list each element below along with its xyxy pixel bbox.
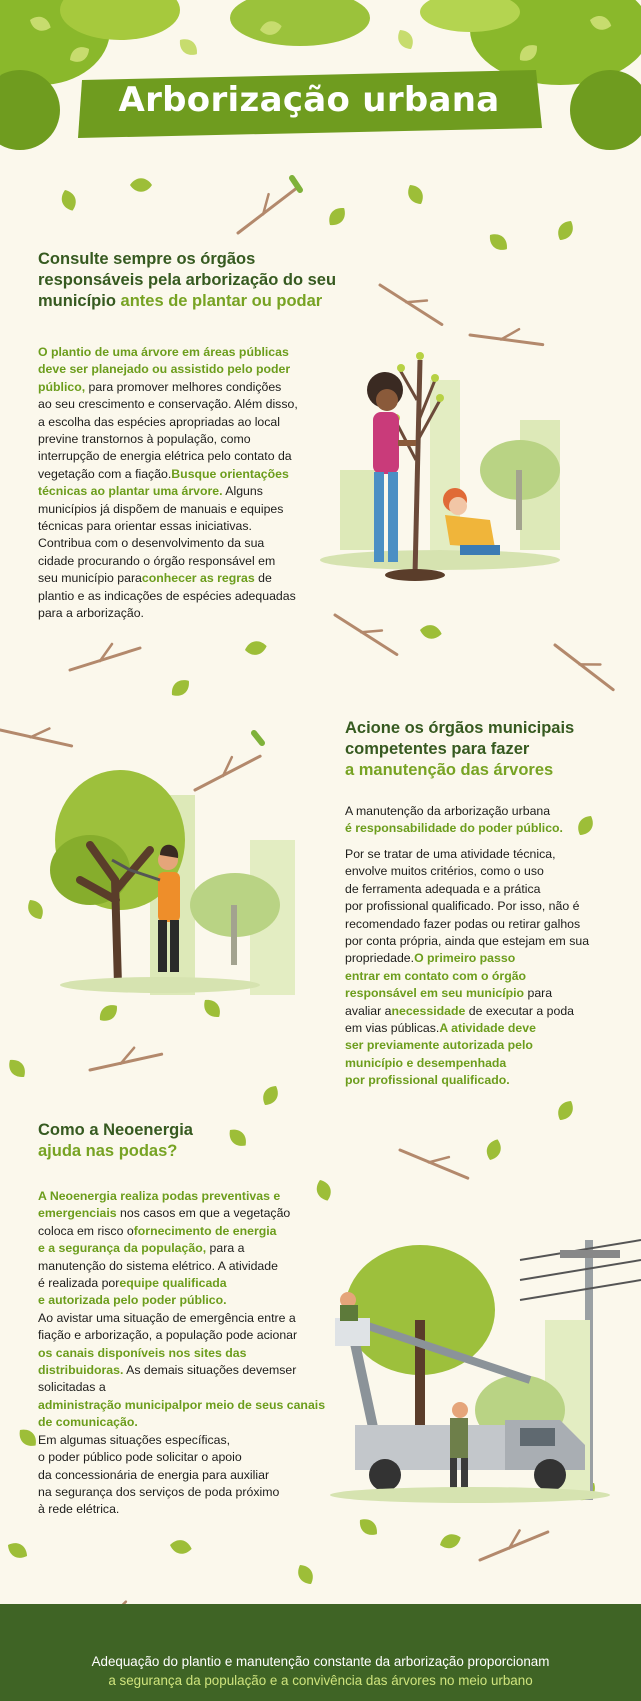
text-line [38, 466, 338, 483]
heading-line: competentes para fazer [345, 740, 530, 758]
body-text: nos casos em que a vegetação [116, 1206, 291, 1221]
text-line [38, 414, 338, 431]
text-line [345, 1055, 625, 1072]
body-text: para a [206, 1241, 245, 1256]
highlight-text: por profissional qualificado. [345, 1073, 510, 1088]
text-line [38, 344, 338, 361]
body-text: A manutenção da arborização urbana [345, 804, 551, 818]
body-text: previne transtornos à população, como [38, 432, 251, 447]
pruning-illustration [50, 770, 295, 995]
text-line [345, 1037, 625, 1054]
body-text: recomendado fazer podas ou retirar galhos [345, 916, 581, 931]
highlight-text: deve ser planejado ou assistido pelo poder [38, 362, 291, 377]
heading-line: Acione os órgãos municipais [345, 719, 575, 737]
body-text: para [524, 986, 553, 1001]
text-line [345, 863, 625, 880]
highlight-text: equipe qualificada [119, 1276, 227, 1291]
body-text: Em algumas situações específicas, [38, 1432, 231, 1447]
section2-text [345, 846, 625, 1090]
body-text: de [254, 571, 272, 586]
text-line [38, 1467, 328, 1484]
body-text: de executar a poda [465, 1003, 575, 1018]
body-text: por conta própria, ainda que estejam em sua [345, 934, 590, 949]
text-line [38, 1484, 328, 1501]
text-line [38, 501, 338, 518]
text-line [38, 1275, 328, 1292]
body-text: avaliar a [345, 1003, 392, 1018]
page-title: Arborização urbana [118, 80, 500, 120]
body-text: é realizada por [38, 1276, 120, 1291]
text-line [38, 570, 338, 587]
highlight-text: por meio de seus canais de comunicação. [38, 1397, 326, 1430]
body-text: As demais situações devem [123, 1363, 280, 1378]
planting-illustration [320, 352, 560, 581]
text-line [38, 1432, 328, 1449]
text-line [38, 1345, 328, 1362]
body-text: plantio e as indicações de espécies adequadas [38, 588, 296, 603]
body-text: de ferramenta adequada e a prática [345, 881, 541, 896]
highlight-text: distribuidoras. [38, 1363, 124, 1378]
text-line [38, 605, 338, 622]
heading-line: Como a Neoenergia [38, 1121, 193, 1139]
text-line [38, 1240, 328, 1257]
body-text: vegetação com a fiação. [38, 466, 172, 481]
heading-line: Consulte sempre os órgãos [38, 250, 256, 268]
body-text: Contribua com o desenvolvimento da sua [38, 536, 265, 551]
highlight-text: conhecer as regras [141, 571, 255, 586]
text-line [345, 985, 625, 1002]
text-line [38, 1397, 328, 1432]
heading-line: responsáveis pela arborização do seu [38, 271, 337, 289]
text-line [38, 1327, 328, 1344]
body-text: na segurança dos serviços de poda próximo [38, 1484, 280, 1499]
highlight-text: técnicas ao plantar uma árvore. [38, 484, 223, 499]
text-line [345, 1020, 625, 1037]
body-text: a escolha das espécies apropriadas ao local [38, 414, 280, 429]
heading-line: município [38, 292, 116, 310]
section1-heading [38, 249, 358, 312]
section2-heading [345, 718, 625, 781]
text-line [345, 1003, 625, 1020]
highlight-text: responsável em seu município [345, 986, 525, 1001]
highlight-text: é responsabilidade do poder público. [345, 821, 563, 836]
highlight-text: necessidade [391, 1003, 466, 1018]
body-text: em vias públicas. [345, 1021, 440, 1036]
highlight-text: administração municipal [38, 1397, 183, 1412]
text-line [38, 1188, 328, 1205]
body-text: para promover melhores condições [85, 379, 282, 394]
body-text: da concessionária de energia para auxiliar [38, 1467, 270, 1482]
bucket-truck-illustration [330, 1240, 641, 1503]
body-text: para a arborização. [38, 606, 144, 621]
text-line [38, 361, 338, 378]
body-text: ao seu crescimento e conservação. Além disso, [38, 397, 298, 412]
section3-text [38, 1188, 328, 1519]
text-line [345, 968, 625, 985]
text-line [38, 588, 338, 605]
section3-heading [38, 1120, 318, 1162]
section1-text [38, 344, 338, 623]
highlight-text: A Neoenergia realiza podas preventivas e [38, 1189, 281, 1203]
highlight-text: A atividade deve [439, 1021, 536, 1036]
body-text: Alguns [222, 484, 263, 499]
highlight-text: Busque orientações [171, 466, 289, 481]
text-line [38, 535, 338, 552]
text-line [38, 1501, 328, 1518]
text-line [38, 518, 338, 535]
body-text: propriedade. [345, 951, 415, 966]
body-text: ser solicitadas a [38, 1363, 297, 1395]
section2-intro [345, 803, 625, 838]
text-line [345, 933, 625, 950]
footer-line-accent: a segurança da população e a convivência das árvores no meio urbano [108, 1673, 533, 1688]
highlight-text: fornecimento de energia [133, 1223, 277, 1238]
text-line [345, 820, 625, 837]
text-line [38, 1292, 328, 1309]
highlight-text: O primeiro passo [414, 951, 516, 966]
body-text: cidade procurando o órgão responsável em [38, 553, 276, 568]
body-text: por profissional qualificado. Por isso, não é [345, 899, 580, 914]
body-text: técnicas para orientar essas iniciativas. [38, 519, 252, 534]
text-line [38, 1223, 328, 1240]
heading-accent: ajuda nas podas? [38, 1142, 178, 1160]
text-line [38, 1362, 328, 1397]
body-text: interrupção de energia elétrica pelo contato da [38, 449, 292, 464]
body-text: envolve muitos critérios, como o uso [345, 864, 544, 879]
body-text: à rede elétrica. [38, 1502, 120, 1517]
text-line [38, 1449, 328, 1466]
text-line [38, 483, 338, 500]
text-line [38, 396, 338, 413]
heading-accent: a manutenção das árvores [345, 761, 554, 779]
highlight-text: os canais disponíveis nos sites das [38, 1345, 247, 1360]
text-line [38, 1310, 328, 1327]
body-text: Ao avistar uma situação de emergência entre a [38, 1310, 296, 1325]
body-text: seu município para [38, 571, 142, 586]
text-line [38, 1205, 328, 1222]
body-text: municípios já dispõem de manuais e equipes [38, 501, 284, 516]
footer-line: Adequação do plantio e manutenção constante da arborização proporcionam [91, 1654, 550, 1669]
highlight-text: público, [38, 379, 86, 394]
text-line [345, 846, 625, 863]
text-line [38, 379, 338, 396]
highlight-text: e autorizada pelo poder público. [38, 1293, 227, 1308]
body-text: manutenção do sistema elétrico. A atividade [38, 1258, 278, 1273]
text-line [38, 1258, 328, 1275]
text-line [345, 881, 625, 898]
body-text: o poder público pode solicitar o apoio [38, 1450, 242, 1465]
text-line [38, 448, 338, 465]
body-text: coloca em risco o [38, 1223, 134, 1238]
text-line [38, 553, 338, 570]
highlight-text: entrar em contato com o órgão [345, 968, 527, 983]
body-text: fiação e arborização, a população pode acionar [38, 1328, 298, 1343]
text-line [345, 803, 625, 820]
text-line [345, 950, 625, 967]
highlight-text: município e desempenhada [345, 1055, 507, 1070]
text-line [38, 431, 338, 448]
highlight-text: emergenciais [38, 1206, 117, 1221]
body-text: Por se tratar de uma atividade técnica, [345, 847, 556, 861]
text-line [345, 916, 625, 933]
footer-text [20, 1652, 621, 1690]
highlight-text: e a segurança da população, [38, 1241, 207, 1256]
heading-accent: antes de plantar ou podar [120, 292, 323, 310]
text-line [345, 1072, 625, 1089]
highlight-text: O plantio de uma árvore em áreas públicas [38, 345, 289, 359]
text-line [345, 898, 625, 915]
highlight-text: ser previamente autorizada pelo [345, 1038, 533, 1053]
